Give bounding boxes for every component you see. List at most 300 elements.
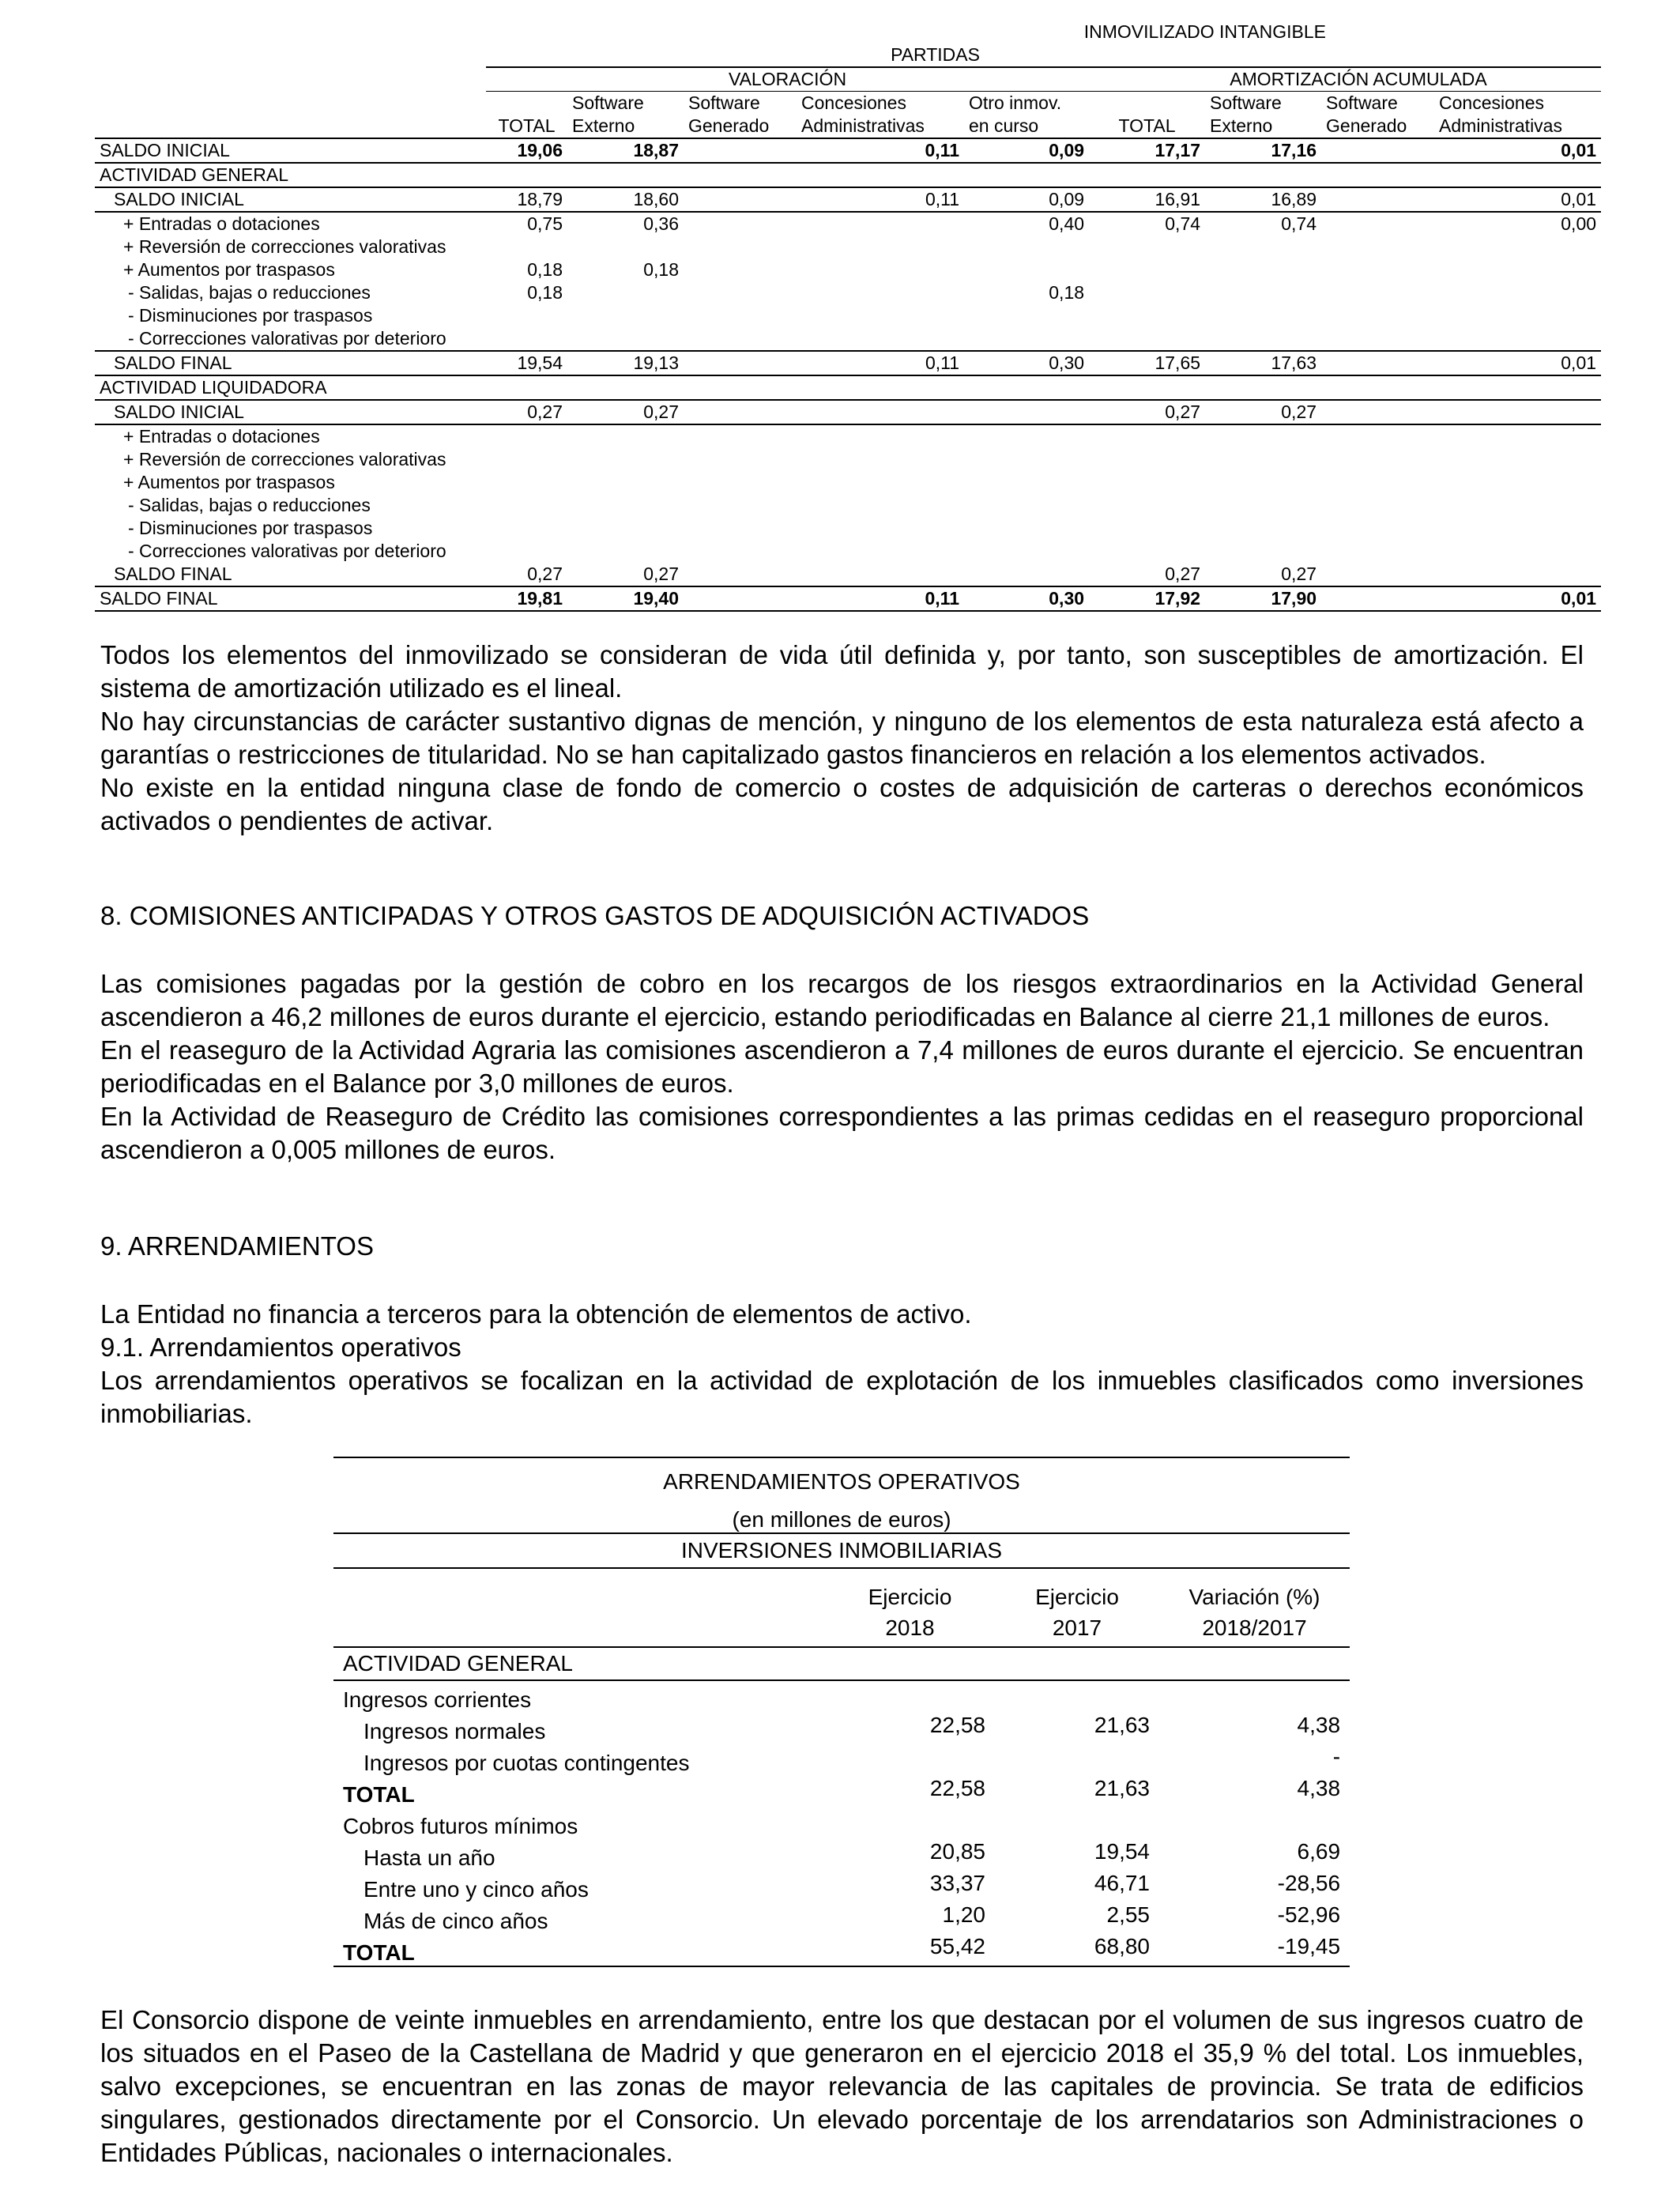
consorcio-paragraph	[100, 2004, 1584, 2169]
table-cell	[964, 236, 1089, 258]
table-cell	[1205, 375, 1321, 400]
table-cell	[1434, 471, 1601, 494]
column-header-line1	[486, 92, 567, 115]
table-cell	[684, 375, 797, 400]
row-label: SALDO INICIAL	[95, 187, 486, 212]
column-header-line1: Otro inmov.	[969, 92, 1062, 113]
table-cell: 0,27	[486, 563, 567, 586]
table-cell	[684, 471, 797, 494]
col-variacion-period: 2018/2017	[1159, 1610, 1350, 1647]
table-cell	[567, 517, 684, 540]
row-label: Más de cinco años	[363, 1909, 548, 1933]
table-cell	[567, 471, 684, 494]
table-row	[95, 448, 1601, 471]
table-cell	[1434, 281, 1601, 304]
section-heading-9: 9. ARRENDAMIENTOS	[100, 1231, 374, 1261]
table-cell	[1434, 236, 1601, 258]
table-cell	[797, 471, 964, 494]
table-cell	[1205, 448, 1321, 471]
table-cell: 0,74	[1281, 213, 1317, 234]
table-cell	[1434, 563, 1601, 586]
table-cell	[486, 448, 567, 471]
row-label: Cobros futuros mínimos	[343, 1814, 578, 1838]
table-cell: 0,30	[964, 351, 1089, 375]
table-cell	[567, 494, 684, 517]
table-cell	[1089, 163, 1205, 187]
table-cell: 0,00	[1561, 213, 1597, 234]
table-cell	[964, 540, 1089, 563]
column-header-line2: Generado	[1326, 115, 1407, 136]
table-cell	[1321, 212, 1434, 236]
table-cell	[1089, 327, 1205, 351]
table-cell: 19,40	[567, 586, 684, 611]
row-label: - Salidas, bajas o reducciones	[128, 495, 371, 515]
table-cell	[1321, 375, 1434, 400]
table-cell: 0,01	[1434, 586, 1601, 611]
row-label: Ingresos por cuotas contingentes	[363, 1751, 690, 1775]
table-cell: 0,09	[964, 187, 1089, 212]
table-cell: 46,71	[1094, 1871, 1150, 1895]
table-cell	[964, 471, 1089, 494]
table-cell	[1321, 236, 1434, 258]
table-cell: 0,11	[797, 351, 964, 375]
table-cell: 22,58	[929, 1776, 985, 1800]
table-cell	[995, 1744, 1159, 1776]
table-cell	[1089, 424, 1205, 448]
table-cell: 0,27	[567, 400, 684, 424]
paragraph: No hay circunstancias de carácter sustantivo dignas de mención, y ninguno de los elementos de esta naturaleza está afecto a garantías o restricciones de titularidad. No se han capitalizado gastos financieros en relación a los elementos activados.	[100, 707, 1584, 769]
col-header-variacion: Variación (%)	[1188, 1585, 1320, 1609]
column-header-line1: Software	[1210, 92, 1282, 113]
table-row	[95, 187, 1601, 212]
table-row	[95, 351, 1601, 375]
table-cell	[1321, 400, 1434, 424]
table-cell	[1321, 471, 1434, 494]
table-cell	[964, 424, 1089, 448]
col-header-2017: Ejercicio	[1035, 1585, 1119, 1609]
table-cell	[567, 375, 684, 400]
table-cell	[964, 163, 1089, 187]
col-year-2018: 2018	[825, 1610, 995, 1647]
table-row	[333, 1902, 1350, 1934]
table-cell: 17,63	[1205, 351, 1321, 375]
table-cell	[1434, 304, 1601, 327]
table-cell	[486, 494, 567, 517]
table-cell	[684, 236, 797, 258]
table-cell: 19,54	[486, 351, 567, 375]
table-cell	[1089, 448, 1205, 471]
table-cell	[1089, 258, 1205, 281]
table-cell	[797, 494, 964, 517]
table-cell: 18,60	[567, 187, 684, 212]
table-cell	[964, 327, 1089, 351]
table-cell	[1434, 424, 1601, 448]
table-cell	[1321, 163, 1434, 187]
table-row	[333, 1934, 1350, 1966]
table-cell	[1321, 258, 1434, 281]
table-subtitle: (en millones de euros)	[732, 1507, 951, 1532]
table-row	[95, 517, 1601, 540]
table-cell	[1089, 375, 1205, 400]
paragraph: En la Actividad de Reaseguro de Crédito las comisiones correspondientes a las primas cedidas en el reaseguro proporcional ascendieron a 0,005 millones de euros.	[100, 1102, 1584, 1164]
column-header-line1: Concesiones	[801, 92, 906, 113]
table-cell	[684, 304, 797, 327]
table-cell	[1159, 1680, 1350, 1713]
table-cell: 0,18	[643, 259, 679, 280]
table-cell	[1089, 236, 1205, 258]
table-cell	[1434, 517, 1601, 540]
table-cell	[1321, 540, 1434, 563]
table-cell: 17,92	[1089, 586, 1205, 611]
table-cell	[486, 327, 567, 351]
table-cell	[486, 517, 567, 540]
table-cell: 4,38	[1297, 1713, 1341, 1737]
row-label: Ingresos normales	[363, 1719, 546, 1744]
table-title: INMOVILIZADO INTANGIBLE	[1083, 21, 1327, 42]
paragraph: El Consorcio dispone de veinte inmuebles en arrendamiento, entre los que destacan por el volumen de sus ingresos cuatro de los situados en el Paseo de la Castellana de Madrid y que generaron en el ejercicio 2018 el 35,9 % del total. Los inmuebles, salvo excepciones, se encuentran en las zonas de mayor relevancia de las capitales de provincia. Se trata de edificios singulares, gestionados directamente por el Consorcio. Un elevado porcentaje de los arrendatarios son Administraciones o Entidades Públicas, nacionales o internacionales.	[100, 2005, 1584, 2167]
table-row	[333, 1744, 1350, 1776]
table-cell	[684, 327, 797, 351]
table-cell: 0,27	[1089, 400, 1205, 424]
table-cell	[1434, 400, 1601, 424]
row-label: ACTIVIDAD GENERAL	[100, 164, 288, 185]
table-cell	[684, 138, 797, 163]
table-cell	[684, 586, 797, 611]
table-cell	[567, 163, 684, 187]
table-cell: 0,18	[1049, 282, 1085, 303]
row-label: - Disminuciones por traspasos	[128, 518, 373, 538]
table-cell: 19,81	[486, 586, 567, 611]
table-cell: 0,27	[567, 563, 684, 586]
column-header-line1: Concesiones	[1439, 92, 1544, 113]
table-cell	[486, 304, 567, 327]
table-cell	[486, 236, 567, 258]
table-cell	[486, 163, 567, 187]
table-row	[333, 1871, 1350, 1902]
column-header-line1: Software	[572, 92, 644, 113]
table-cell: 55,42	[825, 1934, 995, 1966]
table-cell	[1089, 281, 1205, 304]
table-cell: 0,36	[643, 213, 679, 234]
table-cell: 0,11	[797, 138, 964, 163]
column-header-line2: en curso	[969, 115, 1039, 136]
table-row	[95, 212, 1601, 236]
table-row	[95, 163, 1601, 187]
table-cell	[1321, 517, 1434, 540]
table-cell	[684, 258, 797, 281]
row-label: + Aumentos por traspasos	[123, 472, 335, 492]
table-cell	[995, 1808, 1159, 1839]
table-cell: 33,37	[929, 1871, 985, 1895]
table-row	[95, 138, 1601, 163]
table-cell: 17,90	[1205, 586, 1321, 611]
table-cell: 4,38	[1297, 1776, 1341, 1800]
table-cell: 68,80	[995, 1934, 1159, 1966]
table-cell: 0,01	[1434, 351, 1601, 375]
table-cell	[964, 400, 1089, 424]
table-cell	[567, 236, 684, 258]
col-year-2017: 2017	[995, 1610, 1159, 1647]
table-cell	[797, 163, 964, 187]
table-cell	[1434, 540, 1601, 563]
table-row	[333, 1713, 1350, 1744]
table-cell	[567, 424, 684, 448]
table-cell	[1321, 327, 1434, 351]
column-header-line1: Software	[1326, 92, 1398, 113]
table-cell: 18,79	[486, 187, 567, 212]
table-row	[95, 424, 1601, 448]
table-cell	[486, 540, 567, 563]
row-label: Ingresos corrientes	[343, 1687, 532, 1712]
table-cell	[825, 1808, 995, 1839]
column-header-line2: Externo	[572, 115, 635, 136]
table-cell	[797, 212, 964, 236]
table-cell: 21,63	[1094, 1776, 1150, 1800]
table-cell	[797, 540, 964, 563]
table-cell	[1089, 540, 1205, 563]
table-cell	[797, 304, 964, 327]
table-cell: 19,13	[567, 351, 684, 375]
table-title: ARRENDAMIENTOS OPERATIVOS	[333, 1457, 1350, 1495]
inmovilizado-intangible-table	[95, 21, 1601, 612]
table-row	[95, 375, 1601, 400]
table-row	[333, 1680, 1350, 1713]
table-cell	[567, 304, 684, 327]
table-cell	[964, 563, 1089, 586]
row-label: Entre uno y cinco años	[363, 1877, 589, 1902]
row-label: TOTAL	[343, 1782, 415, 1807]
table-cell	[825, 1680, 995, 1713]
table-cell	[1205, 540, 1321, 563]
table-cell	[1321, 424, 1434, 448]
paragraph: Los arrendamientos operativos se focalizan en la actividad de explotación de los inmuebles clasificados como inversiones inmobiliarias.	[100, 1366, 1584, 1428]
row-label: TOTAL	[333, 1934, 825, 1966]
row-label: SALDO FINAL	[95, 351, 486, 375]
column-header-line2: TOTAL	[498, 115, 556, 136]
inmovilizado-notes	[100, 639, 1584, 838]
table-cell: -52,96	[1277, 1902, 1341, 1927]
table-cell: 6,69	[1297, 1839, 1341, 1864]
table-cell: -	[1332, 1744, 1341, 1769]
table-cell	[1089, 471, 1205, 494]
table-cell: 20,85	[929, 1839, 985, 1864]
table-cell	[684, 517, 797, 540]
table-cell	[684, 424, 797, 448]
table-cell	[1089, 304, 1205, 327]
table-cell	[797, 327, 964, 351]
table-cell: 0,27	[1205, 400, 1321, 424]
table-cell	[964, 258, 1089, 281]
table-cell	[567, 540, 684, 563]
table-cell	[1205, 304, 1321, 327]
table-row	[95, 400, 1601, 424]
table-cell	[1321, 138, 1434, 163]
table-cell	[964, 494, 1089, 517]
table-cell: 18,87	[567, 138, 684, 163]
table-cell	[684, 494, 797, 517]
table-cell: 1,20	[942, 1902, 985, 1927]
table-cell	[1321, 494, 1434, 517]
row-label: - Salidas, bajas o reducciones	[128, 282, 371, 303]
column-header-line2: Generado	[688, 115, 770, 136]
table-cell	[684, 281, 797, 304]
table-row	[95, 586, 1601, 611]
table-cell: 0,27	[1205, 563, 1321, 586]
table-cell	[684, 187, 797, 212]
table-cell	[825, 1744, 995, 1776]
row-label: + Aumentos por traspasos	[123, 259, 335, 280]
row-label: + Reversión de correcciones valorativas	[123, 449, 446, 469]
table-row	[95, 236, 1601, 258]
table-cell	[797, 563, 964, 586]
table-row	[95, 327, 1601, 351]
table-cell	[684, 540, 797, 563]
table-cell: 17,16	[1205, 138, 1321, 163]
table-cell	[964, 448, 1089, 471]
row-label: ACTIVIDAD LIQUIDADORA	[100, 377, 327, 398]
paragraph: La Entidad no financia a terceros para la obtención de elementos de activo.	[100, 1299, 972, 1329]
table-cell: 0,18	[527, 259, 563, 280]
table-cell: 0,74	[1165, 213, 1201, 234]
column-header-line1	[1089, 92, 1205, 115]
table-row	[95, 540, 1601, 563]
row-label: SALDO INICIAL	[95, 138, 486, 163]
table-cell	[486, 424, 567, 448]
table-cell: 16,89	[1205, 187, 1321, 212]
table-cell	[1434, 163, 1601, 187]
table-cell: 0,75	[527, 213, 563, 234]
table-cell	[1205, 258, 1321, 281]
row-label: - Disminuciones por traspasos	[128, 305, 373, 326]
table-cell: 0,27	[486, 400, 567, 424]
row-label: - Correcciones valorativas por deterioro	[128, 541, 446, 561]
table-cell	[797, 424, 964, 448]
table-cell	[1159, 1808, 1350, 1839]
table-cell: 16,91	[1089, 187, 1205, 212]
table-cell	[1434, 448, 1601, 471]
paragraph: Todos los elementos del inmovilizado se consideran de vida útil definida y, por tanto, son susceptibles de amortización. El sistema de amortización utilizado es el lineal.	[100, 640, 1584, 703]
column-header-line2: Externo	[1210, 115, 1273, 136]
row-label: + Reversión de correcciones valorativas	[123, 236, 446, 257]
table-section: INVERSIONES INMOBILIARIAS	[333, 1533, 1350, 1568]
table-row	[95, 281, 1601, 304]
table-cell: 0,01	[1434, 187, 1601, 212]
paragraph: Las comisiones pagadas por la gestión de cobro en los recargos de los riesgos extraordinarios en la Actividad General ascendieron a 46,2 millones de euros durante el ejercicio, estando periodificadas en Balance al cierre 21,1 millones de euros.	[100, 969, 1584, 1031]
arrendamientos-notes	[100, 1298, 1584, 1431]
section-heading-8: 8. COMISIONES ANTICIPADAS Y OTROS GASTOS DE ADQUISICIÓN ACTIVADOS	[100, 901, 1090, 930]
table-cell	[1205, 494, 1321, 517]
table-row	[95, 258, 1601, 281]
table-cell	[1321, 187, 1434, 212]
column-header-line2: Administrativas	[1439, 115, 1562, 136]
row-label: + Entradas o dotaciones	[123, 213, 320, 234]
table-cell	[797, 517, 964, 540]
table-cell	[684, 351, 797, 375]
table-cell	[964, 304, 1089, 327]
table-row	[333, 1776, 1350, 1808]
table-cell	[964, 517, 1089, 540]
table-cell	[1205, 471, 1321, 494]
table-cell: 19,54	[1094, 1839, 1150, 1864]
row-label: SALDO FINAL	[95, 563, 486, 586]
table-cell: 0,09	[964, 138, 1089, 163]
table-cell: 17,17	[1089, 138, 1205, 163]
table-cell	[1205, 281, 1321, 304]
table-cell	[684, 563, 797, 586]
table-row	[95, 471, 1601, 494]
paragraph: No existe en la entidad ninguna clase de fondo de comercio o costes de adquisición de carteras o derechos económicos activados o pendientes de activar.	[100, 773, 1584, 835]
table-cell	[1205, 163, 1321, 187]
table-cell	[684, 212, 797, 236]
column-header-line2: Administrativas	[801, 115, 925, 136]
table-cell	[486, 471, 567, 494]
table-cell: 21,63	[1094, 1713, 1150, 1737]
table-cell	[1321, 563, 1434, 586]
table-cell: 0,11	[797, 586, 964, 611]
table-cell	[797, 236, 964, 258]
table-subtitle: PARTIDAS	[486, 43, 1601, 67]
table-cell: 0,30	[964, 586, 1089, 611]
column-header-line2: TOTAL	[1118, 115, 1176, 136]
row-label: SALDO FINAL	[95, 586, 486, 611]
table-cell: 19,06	[486, 138, 567, 163]
table-cell: 2,55	[1106, 1902, 1150, 1927]
table-cell	[1205, 424, 1321, 448]
table-cell	[1321, 448, 1434, 471]
table-cell	[1321, 304, 1434, 327]
table-cell: 0,11	[797, 187, 964, 212]
table-cell: 0,27	[1089, 563, 1205, 586]
table-cell: 17,65	[1089, 351, 1205, 375]
table-cell: -28,56	[1277, 1871, 1341, 1895]
row-label: + Entradas o dotaciones	[123, 426, 320, 447]
row-label: SALDO INICIAL	[95, 400, 486, 424]
table-cell	[797, 258, 964, 281]
table-cell	[1434, 494, 1601, 517]
table-row	[95, 494, 1601, 517]
table-cell: 0,40	[1049, 213, 1085, 234]
table-cell	[797, 281, 964, 304]
table-cell	[797, 448, 964, 471]
table-cell: 0,18	[527, 282, 563, 303]
table-cell	[797, 375, 964, 400]
table-cell	[1321, 351, 1434, 375]
table-cell	[797, 400, 964, 424]
comisiones-notes	[100, 967, 1584, 1167]
group-amortizacion: AMORTIZACIÓN ACUMULADA	[1089, 67, 1601, 92]
group-valoracion: VALORACIÓN	[486, 67, 1089, 92]
table-cell	[684, 448, 797, 471]
table-cell	[1321, 586, 1434, 611]
table-row	[333, 1839, 1350, 1871]
table-cell	[684, 400, 797, 424]
table-row	[95, 304, 1601, 327]
activity-label: ACTIVIDAD GENERAL	[333, 1647, 1350, 1680]
col-header-2018: Ejercicio	[868, 1585, 952, 1609]
arrendamientos-operativos-table	[333, 1457, 1350, 1967]
paragraph: En el reaseguro de la Actividad Agraria las comisiones ascendieron a 7,4 millones de euros durante el ejercicio. Se encuentran periodificadas en el Balance por 3,0 millones de euros.	[100, 1035, 1584, 1098]
table-cell	[1205, 327, 1321, 351]
row-label: - Correcciones valorativas por deterioro	[128, 328, 446, 349]
table-cell: -19,45	[1159, 1934, 1350, 1966]
table-cell	[964, 375, 1089, 400]
table-cell	[1089, 517, 1205, 540]
table-cell: 22,58	[929, 1713, 985, 1737]
table-cell	[995, 1680, 1159, 1713]
table-cell	[1434, 327, 1601, 351]
table-cell	[567, 281, 684, 304]
table-cell	[1205, 517, 1321, 540]
